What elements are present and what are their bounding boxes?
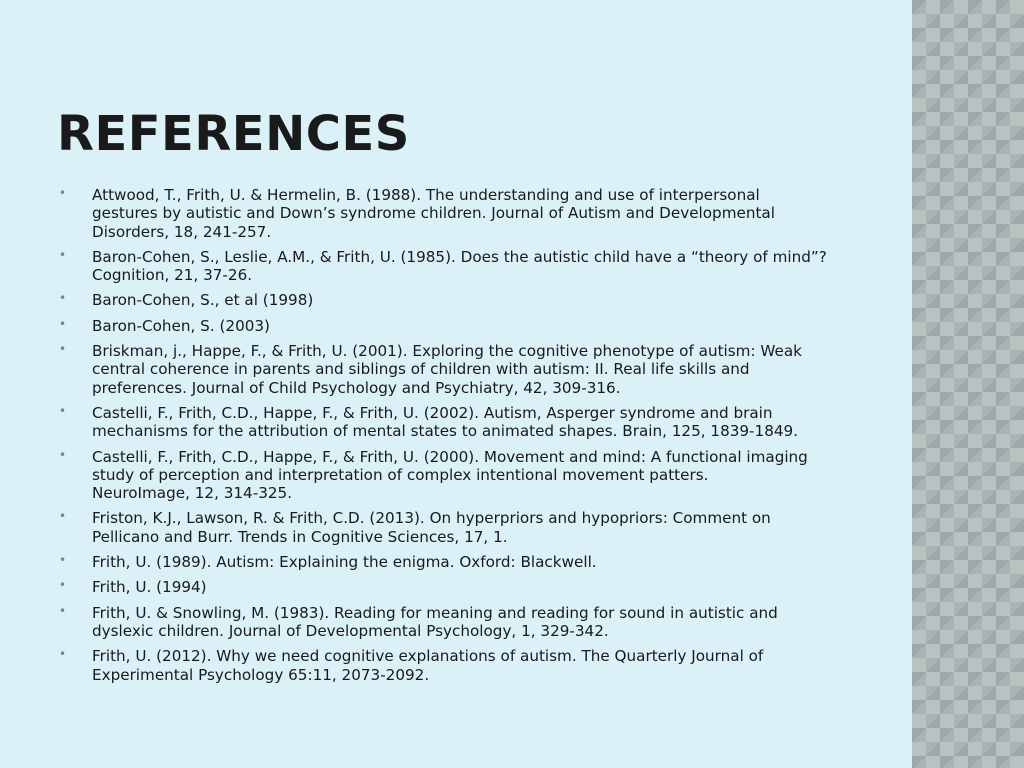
reference-text: Frith, U. (1994) <box>92 578 207 597</box>
reference-text: Baron-Cohen, S. (2003) <box>92 316 270 335</box>
reference-text: Castelli, F., Frith, C.D., Happe, F., & Frith, U. (2000). Movement and mind: A functional imaging study of perception and interpretation of complex intentional movement patters. NeuroImage, 12, 314-325. <box>92 447 808 503</box>
references-list <box>57 186 867 691</box>
reference-item <box>57 342 867 397</box>
reference-item <box>57 291 867 309</box>
bullet-icon: • <box>59 247 67 262</box>
reference-item <box>57 404 867 441</box>
reference-item <box>57 448 867 503</box>
reference-text: Baron-Cohen, S., Leslie, A.M., & Frith, U. (1985). Does the autistic child have a “theory of mind”? Cognition, 21, 37-26. <box>92 247 827 285</box>
reference-item <box>57 186 867 241</box>
bullet-icon: • <box>59 553 67 568</box>
bullet-icon: • <box>59 316 67 331</box>
reference-item <box>57 509 867 546</box>
bullet-icon: • <box>59 647 67 662</box>
reference-item <box>57 647 867 684</box>
reference-item <box>57 248 867 285</box>
reference-text: Frith, U. (1989). Autism: Explaining the enigma. Oxford: Blackwell. <box>92 553 597 572</box>
reference-text: Castelli, F., Frith, C.D., Happe, F., & Frith, U. (2002). Autism, Asperger syndrome and brain mechanisms for the attribution of mental states to animated shapes. Brain, 125, 1839-1849. <box>92 403 799 441</box>
reference-text: Friston, K.J., Lawson, R. & Frith, C.D. (2013). On hyperpriors and hypopriors: Comment on Pellicano and Burr. Trends in Cognitive Sciences, 17, 1. <box>92 509 771 546</box>
bullet-icon: • <box>59 603 67 618</box>
bullet-icon: • <box>59 509 67 524</box>
bullet-icon: • <box>59 342 67 357</box>
slide-title: REFERENCES <box>57 106 410 162</box>
reference-item <box>57 553 867 571</box>
reference-text: Baron-Cohen, S., et al (1998) <box>92 291 314 310</box>
reference-text: Attwood, T., Frith, U. & Hermelin, B. (1988). The understanding and use of interpersonal gestures by autistic and Down’s syndrome children. Journal of Autism and Developmental Disorders, 18, 241-257. <box>92 186 775 241</box>
reference-item <box>57 578 867 596</box>
reference-text: Frith, U. & Snowling, M. (1983). Reading for meaning and reading for sound in autistic and dyslexic children. Journal of Developmental Psychology, 1, 329-342. <box>92 603 778 640</box>
bullet-icon: • <box>59 291 67 306</box>
bullet-icon: • <box>59 578 67 593</box>
reference-item <box>57 317 867 335</box>
bullet-icon: • <box>59 186 67 200</box>
bullet-icon: • <box>59 403 67 418</box>
reference-text: Briskman, j., Happe, F., & Frith, U. (2001). Exploring the cognitive phenotype of autism: Weak central coherence in parents and siblings of children with autism: II. Real life skills and preferences. Journal of Child Psychology and Psychiatry, 42, 309-316. <box>92 342 802 397</box>
decorative-side-panel <box>912 0 1024 768</box>
reference-item <box>57 604 867 641</box>
reference-text: Frith, U. (2012). Why we need cognitive explanations of autism. The Quarterly Journal of Experimental Psychology 65:11, 2073-2092. <box>92 647 764 684</box>
bullet-icon: • <box>59 447 67 462</box>
